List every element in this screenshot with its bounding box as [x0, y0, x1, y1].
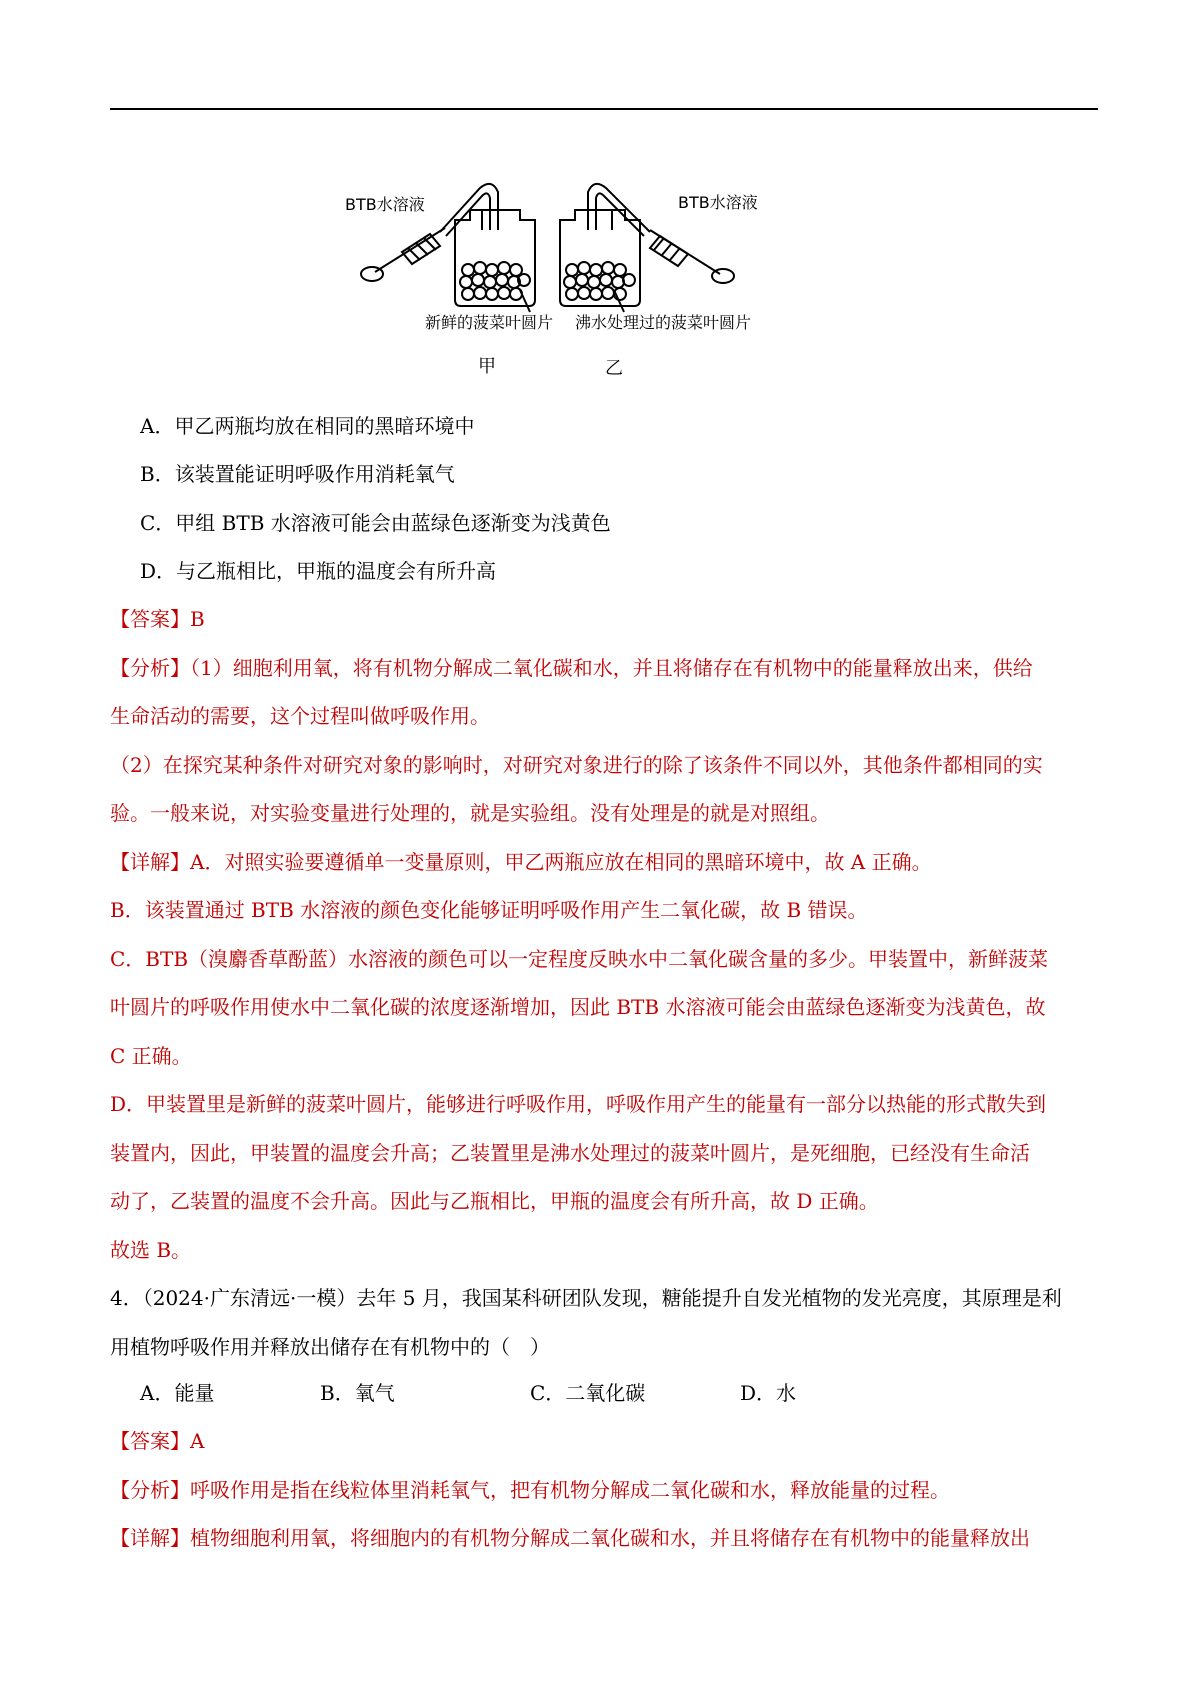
- q4-detail-tag: 【详解】: [110, 1526, 190, 1550]
- header-rule: [110, 108, 1098, 110]
- analysis-text-2b: 验。一般来说，对实验变量进行处理的，就是实验组。没有处理是的就是对照组。: [110, 801, 830, 825]
- detail-text-d3: 动了，乙装置的温度不会升高。因此与乙瓶相比，甲瓶的温度会有所升高，故 D 正确。: [110, 1189, 879, 1213]
- q4-detail-text: 植物细胞利用氧，将细胞内的有机物分解成二氧化碳和水，并且将储存在有机物中的能量释放出: [190, 1526, 1030, 1550]
- q4-detail-line: [110, 1523, 1100, 1553]
- q4-option-b: B．氧气: [320, 1381, 395, 1405]
- detail-text-c1: C．BTB（溴麝香草酚蓝）水溶液的颜色可以一定程度反映水中二氧化碳含量的多少。甲装置中，新鲜菠菜: [110, 947, 1049, 971]
- q4-stem-1: 4．（2024·广东清远·一模）去年 5 月，我国某科研团队发现，糖能提升自发光植物的发光亮度，其原理是利: [110, 1286, 1062, 1310]
- answer-value: B: [190, 607, 205, 631]
- right-solution-label: BTB水溶液: [678, 193, 758, 212]
- detail-text-c3: C 正确。: [110, 1044, 192, 1068]
- option-b: B．该装置能证明呼吸作用消耗氧气: [140, 462, 455, 486]
- q4-answer-tag: 【答案】: [110, 1429, 190, 1453]
- q4-options: [140, 1378, 1040, 1408]
- left-solution-label: BTB水溶液: [345, 195, 425, 214]
- q4-analysis-tag: 【分析】: [110, 1478, 190, 1502]
- left-caption: 新鲜的菠菜叶圆片: [425, 313, 554, 332]
- option-d: D．与乙瓶相比，甲瓶的温度会有所升高: [140, 559, 497, 583]
- detail-text-d1: D．甲装置里是新鲜的菠菜叶圆片，能够进行呼吸作用，呼吸作用产生的能量有一部分以热能的形式散失到: [110, 1092, 1047, 1116]
- detail-text-a: A．对照实验要遵循单一变量原则，甲乙两瓶应放在相同的黑暗环境中，故 A 正确。: [190, 850, 932, 874]
- q4-option-a: A．能量: [140, 1381, 215, 1405]
- right-caption: 沸水处理过的菠菜叶圆片: [575, 313, 752, 332]
- q4-option-d: D．水: [740, 1381, 797, 1405]
- analysis-text-1a: （1）细胞利用氧，将有机物分解成二氧化碳和水，并且将储存在有机物中的能量释放出来，供给: [190, 656, 1033, 680]
- right-bottle-label: 乙: [605, 358, 623, 379]
- analysis-text-1b: 生命活动的需要，这个过程叫做呼吸作用。: [110, 704, 490, 728]
- detail-text-c2: 叶圆片的呼吸作用使水中二氧化碳的浓度逐渐增加，因此 BTB 水溶液可能会由蓝绿色逐渐变为浅黄色，故: [110, 995, 1046, 1019]
- analysis-text-2a: （2）在探究某种条件对研究对象的影响时，对研究对象进行的除了该条件不同以外，其他条件都相同的实: [110, 753, 1043, 777]
- q4-stem-2: 用植物呼吸作用并释放出储存在有机物中的（ ）: [110, 1335, 550, 1359]
- answer-line: [110, 604, 1100, 634]
- experiment-figure: [320, 180, 860, 390]
- option-a: A．甲乙两瓶均放在相同的黑暗环境中: [140, 414, 475, 438]
- conclusion-text: 故选 B。: [110, 1238, 192, 1262]
- detail-text-b: B．该装置通过 BTB 水溶液的颜色变化能够证明呼吸作用产生二氧化碳，故 B 错误。: [110, 898, 868, 922]
- q4-analysis-text: 呼吸作用是指在线粒体里消耗氧气，把有机物分解成二氧化碳和水，释放能量的过程。: [190, 1478, 950, 1502]
- detail-tag: 【详解】: [110, 850, 190, 874]
- q4-answer-line: [110, 1426, 1100, 1456]
- q4-option-c: C．二氧化碳: [530, 1381, 646, 1405]
- analysis-tag: 【分析】: [110, 656, 190, 680]
- left-bottle-label: 甲: [478, 356, 496, 377]
- option-c: C．甲组 BTB 水溶液可能会由蓝绿色逐渐变为浅黄色: [140, 511, 611, 535]
- detail-line-a: [110, 847, 1100, 877]
- detail-text-d2: 装置内，因此，甲装置的温度会升高；乙装置里是沸水处理过的菠菜叶圆片，是死细胞，已经没有生命活: [110, 1141, 1030, 1165]
- q4-analysis-line: [110, 1475, 1100, 1505]
- q4-answer-value: A: [190, 1429, 205, 1453]
- analysis-line-1: [110, 653, 1100, 683]
- answer-tag: 【答案】: [110, 607, 190, 631]
